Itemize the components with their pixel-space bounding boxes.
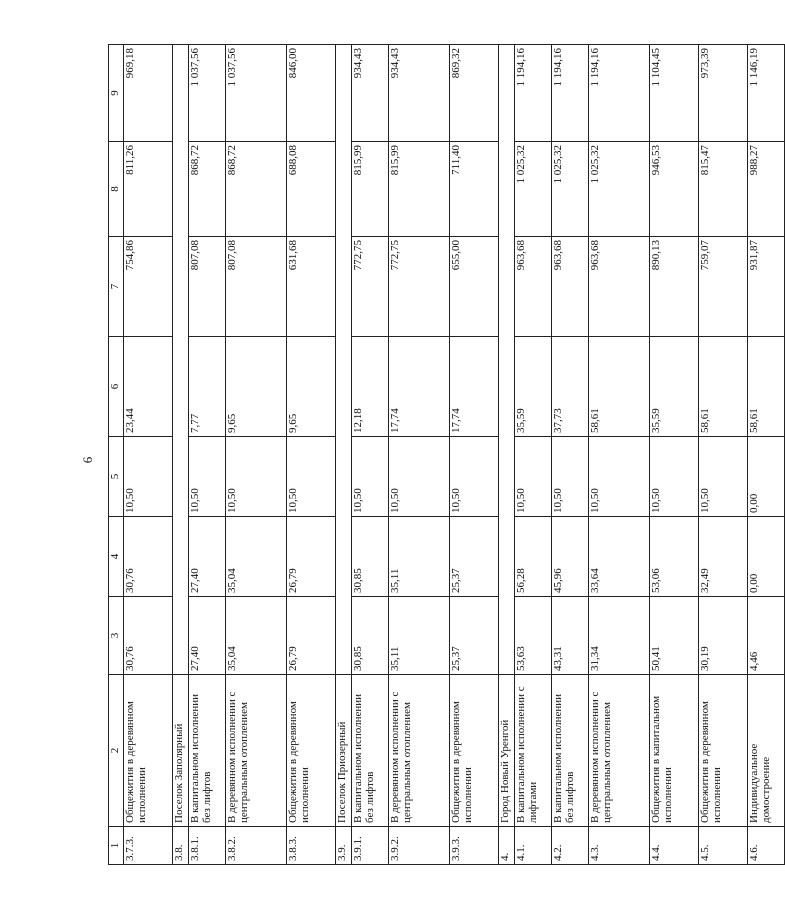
cell-col9: 1 194,16 xyxy=(515,45,552,142)
cell-col9: 846,00 xyxy=(287,45,336,142)
cell-col7: 931,87 xyxy=(748,237,785,337)
cell-col4: 45,96 xyxy=(552,517,589,597)
cell-col6: 58,61 xyxy=(589,337,650,437)
cell-col3: 35,04 xyxy=(226,597,287,675)
cell-col9: 1 104,45 xyxy=(650,45,699,142)
section-empty-cell xyxy=(499,45,515,675)
cell-col7: 772,75 xyxy=(352,237,389,337)
table-row xyxy=(450,45,499,865)
cell-col8: 1 025,32 xyxy=(552,142,589,237)
cell-col5: 10,50 xyxy=(699,437,748,517)
cell-col9: 1 037,56 xyxy=(226,45,287,142)
cell-col4: 35,11 xyxy=(389,517,450,597)
cell-col4: 53,06 xyxy=(650,517,699,597)
row-name: Общежития в деревянном исполнении xyxy=(287,675,336,827)
rotated-table-container xyxy=(80,45,772,865)
cell-col4: 27,40 xyxy=(189,517,226,597)
cell-col8: 1 025,32 xyxy=(515,142,552,237)
cell-col3: 25,37 xyxy=(450,597,499,675)
cell-col6: 37,73 xyxy=(552,337,589,437)
cell-col5: 10,50 xyxy=(287,437,336,517)
cell-col5: 0,00 xyxy=(748,437,785,517)
cell-col6: 58,61 xyxy=(748,337,785,437)
page-number: 6 xyxy=(80,456,95,464)
cell-col4: 26,79 xyxy=(287,517,336,597)
cell-col3: 35,11 xyxy=(389,597,450,675)
column-header: 4 xyxy=(109,517,124,597)
tariff-table xyxy=(108,44,785,865)
row-number: 3.8.2. xyxy=(226,827,287,865)
table-row xyxy=(650,45,699,865)
cell-col7: 772,75 xyxy=(389,237,450,337)
row-number: 4.3. xyxy=(589,827,650,865)
table-row xyxy=(189,45,226,865)
cell-col6: 7,77 xyxy=(189,337,226,437)
section-number: 3.9. xyxy=(336,827,352,865)
table-row xyxy=(748,45,785,865)
section-number: 3.8. xyxy=(173,827,189,865)
row-number: 3.9.3. xyxy=(450,827,499,865)
cell-col7: 963,68 xyxy=(515,237,552,337)
cell-col8: 811,26 xyxy=(124,142,173,237)
table-row xyxy=(124,45,173,865)
cell-col8: 946,53 xyxy=(650,142,699,237)
column-header: 2 xyxy=(109,675,124,827)
section-title: Город Новый Уренгой xyxy=(499,675,515,827)
row-number: 4.1. xyxy=(515,827,552,865)
table-body xyxy=(124,45,785,865)
column-header: 3 xyxy=(109,597,124,675)
column-header: 6 xyxy=(109,337,124,437)
cell-col8: 815,99 xyxy=(389,142,450,237)
row-name: В капитальном исполнении без лифтов xyxy=(189,675,226,827)
cell-col3: 50,41 xyxy=(650,597,699,675)
table-row xyxy=(226,45,287,865)
section-row xyxy=(173,45,189,865)
cell-col5: 10,50 xyxy=(552,437,589,517)
table-row xyxy=(287,45,336,865)
section-title: Поселок Приозерный xyxy=(336,675,352,827)
section-empty-cell xyxy=(336,45,352,675)
cell-col6: 17,74 xyxy=(389,337,450,437)
cell-col8: 868,72 xyxy=(226,142,287,237)
cell-col8: 711,40 xyxy=(450,142,499,237)
cell-col7: 759,07 xyxy=(699,237,748,337)
row-name: В деревянном исполнении с центральным отоплением xyxy=(589,675,650,827)
row-name: Общежития в капитальном исполнении xyxy=(650,675,699,827)
row-name: В капитальном исполнении без лифтов xyxy=(352,675,389,827)
cell-col3: 30,85 xyxy=(352,597,389,675)
cell-col9: 1 037,56 xyxy=(189,45,226,142)
cell-col5: 10,50 xyxy=(589,437,650,517)
cell-col5: 10,50 xyxy=(515,437,552,517)
column-header: 8 xyxy=(109,142,124,237)
row-number: 3.9.2. xyxy=(389,827,450,865)
cell-col9: 1 146,19 xyxy=(748,45,785,142)
table-row xyxy=(352,45,389,865)
table-row xyxy=(515,45,552,865)
cell-col3: 26,79 xyxy=(287,597,336,675)
cell-col3: 53,63 xyxy=(515,597,552,675)
cell-col4: 56,28 xyxy=(515,517,552,597)
cell-col6: 17,74 xyxy=(450,337,499,437)
row-name: Общежития в деревянном исполнении xyxy=(699,675,748,827)
cell-col6: 9,65 xyxy=(287,337,336,437)
row-number: 3.7.3. xyxy=(124,827,173,865)
cell-col5: 10,50 xyxy=(450,437,499,517)
cell-col3: 4,46 xyxy=(748,597,785,675)
cell-col4: 35,04 xyxy=(226,517,287,597)
cell-col6: 12,18 xyxy=(352,337,389,437)
cell-col5: 10,50 xyxy=(650,437,699,517)
cell-col3: 43,31 xyxy=(552,597,589,675)
section-title: Поселок Заполярный xyxy=(173,675,189,827)
row-name: В капитальном исполнении с лифтами xyxy=(515,675,552,827)
column-header: 9 xyxy=(109,45,124,142)
cell-col7: 807,08 xyxy=(189,237,226,337)
row-name: Индивидуальное домостроение xyxy=(748,675,785,827)
cell-col4: 25,37 xyxy=(450,517,499,597)
cell-col7: 631,68 xyxy=(287,237,336,337)
cell-col5: 10,50 xyxy=(226,437,287,517)
cell-col5: 10,50 xyxy=(189,437,226,517)
row-number: 3.9.1. xyxy=(352,827,389,865)
row-number: 4.4. xyxy=(650,827,699,865)
row-name: В капитальном исполнении без лифтов xyxy=(552,675,589,827)
cell-col8: 868,72 xyxy=(189,142,226,237)
cell-col7: 890,13 xyxy=(650,237,699,337)
cell-col4: 30,76 xyxy=(124,517,173,597)
cell-col8: 988,27 xyxy=(748,142,785,237)
table-row xyxy=(552,45,589,865)
cell-col8: 815,99 xyxy=(352,142,389,237)
section-empty-cell xyxy=(173,45,189,675)
cell-col4: 33,64 xyxy=(589,517,650,597)
row-number: 3.8.1. xyxy=(189,827,226,865)
column-header: 7 xyxy=(109,237,124,337)
cell-col9: 1 194,16 xyxy=(552,45,589,142)
cell-col5: 10,50 xyxy=(389,437,450,517)
cell-col5: 10,50 xyxy=(352,437,389,517)
row-number: 4.2. xyxy=(552,827,589,865)
cell-col6: 58,61 xyxy=(699,337,748,437)
cell-col6: 35,59 xyxy=(650,337,699,437)
cell-col8: 688,08 xyxy=(287,142,336,237)
cell-col8: 1 025,32 xyxy=(589,142,650,237)
cell-col9: 934,43 xyxy=(352,45,389,142)
cell-col9: 934,43 xyxy=(389,45,450,142)
column-header: 1 xyxy=(109,827,124,865)
cell-col6: 23,44 xyxy=(124,337,173,437)
row-number: 3.8.3. xyxy=(287,827,336,865)
row-name: В деревянном исполнении с центральным отоплением xyxy=(226,675,287,827)
cell-col3: 30,19 xyxy=(699,597,748,675)
cell-col7: 963,68 xyxy=(552,237,589,337)
section-number: 4. xyxy=(499,827,515,865)
row-name: Общежития в деревянном исполнении xyxy=(450,675,499,827)
row-name: В деревянном исполнении с центральным отоплением xyxy=(389,675,450,827)
cell-col3: 27,40 xyxy=(189,597,226,675)
section-row xyxy=(336,45,352,865)
cell-col7: 655,00 xyxy=(450,237,499,337)
cell-col9: 973,39 xyxy=(699,45,748,142)
cell-col4: 32,49 xyxy=(699,517,748,597)
cell-col7: 807,08 xyxy=(226,237,287,337)
row-number: 4.5. xyxy=(699,827,748,865)
column-header: 5 xyxy=(109,437,124,517)
cell-col3: 30,76 xyxy=(124,597,173,675)
table-row xyxy=(589,45,650,865)
cell-col8: 815,47 xyxy=(699,142,748,237)
cell-col7: 963,68 xyxy=(589,237,650,337)
cell-col4: 30,85 xyxy=(352,517,389,597)
cell-col9: 869,32 xyxy=(450,45,499,142)
cell-col7: 754,86 xyxy=(124,237,173,337)
row-number: 4.6. xyxy=(748,827,785,865)
row-name: Общежития в деревянном исполнении xyxy=(124,675,173,827)
cell-col5: 10,50 xyxy=(124,437,173,517)
cell-col9: 969,18 xyxy=(124,45,173,142)
header-row xyxy=(109,45,124,865)
cell-col3: 31,34 xyxy=(589,597,650,675)
section-row xyxy=(499,45,515,865)
cell-col4: 0,00 xyxy=(748,517,785,597)
cell-col6: 35,59 xyxy=(515,337,552,437)
table-row xyxy=(389,45,450,865)
cell-col9: 1 194,16 xyxy=(589,45,650,142)
table-row xyxy=(699,45,748,865)
cell-col6: 9,65 xyxy=(226,337,287,437)
